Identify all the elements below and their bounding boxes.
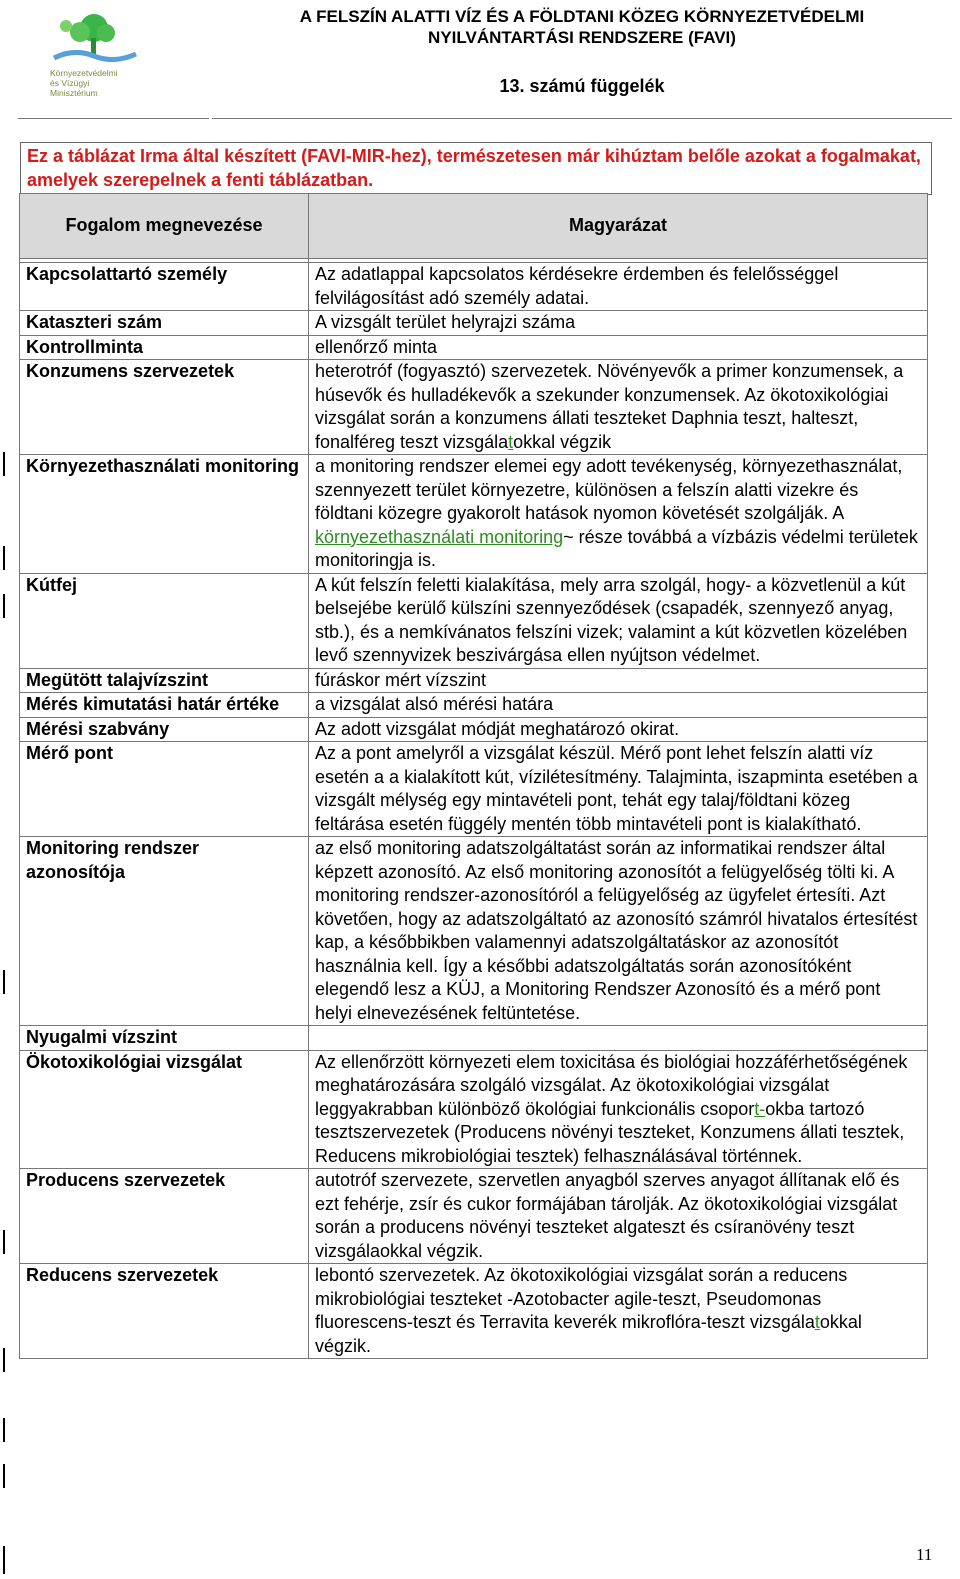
term-cell: Nyugalmi vízszint — [20, 1026, 309, 1051]
term-cell: Kataszteri szám — [20, 311, 309, 336]
term-cell: Mérő pont — [20, 742, 309, 837]
table-row — [20, 1026, 928, 1051]
change-bar — [3, 1230, 5, 1254]
table-row — [20, 717, 928, 742]
explanation-cell — [309, 455, 928, 574]
explanation-cell — [309, 1026, 928, 1051]
logo-caption-line: és Vízügyi — [50, 78, 90, 88]
column-header-term: Fogalom megnevezése — [20, 194, 309, 259]
explanation-cell: Az adott vizsgálat módját meghatározó okirat. — [309, 717, 928, 742]
term-cell: Mérési szabvány — [20, 717, 309, 742]
term-cell: Producens szervezetek — [20, 1169, 309, 1264]
explanation-cell: fúráskor mért vízszint — [309, 668, 928, 693]
logo-caption-line: Minisztérium — [50, 88, 98, 98]
term-cell: Monitoring rendszer azonosítója — [20, 837, 309, 1026]
table-row — [20, 742, 928, 837]
logo-caption-line: Környezetvédelmi — [50, 68, 118, 78]
header-divider — [18, 118, 952, 119]
glossary-table — [19, 193, 928, 1359]
explanation-text: ~ része továbbá a vízbázis védelmi területek monitoringja is. — [315, 526, 918, 570]
monitoring-link[interactable]: környezethasználati monitoring — [315, 526, 564, 547]
document-title-line: NYILVÁNTARTÁSI RENDSZERE (FAVI) — [428, 28, 736, 47]
explanation-cell: az első monitoring adatszolgáltatást során az informatikai rendszer által képzett azonosító. Az első monitoring azonosítót a felügyelőség tölti ki. A monitoring rendszer-azonosítóról a felügyelőség az ügyfelet értesíti. Azt követően, hogy az adatszolgáltató az azonosító számról hivatalos értesítést kap, a későbbikben valamennyi adatszolgáltatáskor az azonosítót használnia kell. Így a későbbi adatszolgáltatás során azonosítóként elegendő lesz a KÜJ, a Monitoring Rendszer Azonosító és a mérő pont helyi elnevezésének feltüntetése. — [309, 837, 928, 1026]
change-bar — [3, 970, 5, 994]
explanation-text: lebontó szervezetek. Az ökotoxikológiai vizsgálat során a reducens mikrobiológiai teszteket -Azotobacter agile-teszt, Pseudomonas fluorescens-teszt és Terravita keverék mikroflóra-teszt vizsgála — [315, 1265, 848, 1332]
explanation-cell — [309, 1050, 928, 1169]
tracked-change: t- — [754, 1098, 766, 1119]
table-row — [20, 335, 928, 360]
explanation-cell: Az a pont amelyről a vizsgálat készül. Mérő pont lehet felszín alatti víz esetén a a kialakított kút, vízilétesítmény. Talajminta, iszapminta esetében a vizsgált mélység egy mintavételi pont, tehát egy talaj/földtani közeg feltárása esetén függély mentén több mintavételi pont is kialakítható. — [309, 742, 928, 837]
change-bar — [3, 452, 5, 476]
table-row — [20, 668, 928, 693]
explanation-text: heterotróf (fogyasztó) szervezetek. Növényevők a primer konzumensek, a húsevők és hulladékevők a szekunder konzumensek. Az ökotoxikológiai vizsgálat során a konzumens állati teszteket Daphnia teszt, halteszt, fonalféreg teszt vizsgála — [315, 361, 904, 452]
change-bar — [3, 594, 5, 618]
tree-logo-icon — [44, 6, 144, 70]
logo-caption — [50, 68, 150, 98]
explanation-cell: A kút felszín feletti kialakítása, mely arra szolgál, hogy- a közvetlenül a kút belsejébe kerülő külszíni szennyeződések (csapadék, szennyező anyag, stb.), és a nemkívánatos felszíni vizek; valamint a kút közvetlen közelében levő szennyvizek beszivárgása ellen nyújtson védelmet. — [309, 573, 928, 668]
table-row — [20, 1050, 928, 1169]
term-cell: Kontrollminta — [20, 335, 309, 360]
table-row — [20, 1264, 928, 1359]
term-cell: Kútfej — [20, 573, 309, 668]
explanation-cell: a vizsgálat alsó mérési határa — [309, 693, 928, 718]
explanation-text: Az ellenőrzött környezeti elem toxicitása és biológiai hozzáférhetőségének meghatározására szolgáló vizsgálat. Az ökotoxikológiai vizsgálat leggyakrabban különböző ökológiai funkcionális csopor — [315, 1051, 908, 1119]
explanation-cell: A vizsgált terület helyrajzi száma — [309, 311, 928, 336]
explanation-cell: autotróf szervezete, szervetlen anyagból szerves anyagot állítanak elő és ezt fehérje, zsír és cukor formájában tárolják. Az ökotoxikológiai vizsgálat során a producens növényi teszteket algateszt és csíranövény teszt vizsgálaokkal végzik. — [309, 1169, 928, 1264]
term-cell: Kapcsolattartó személy — [20, 263, 309, 311]
table-row — [20, 455, 928, 574]
page-number: 11 — [916, 1545, 933, 1564]
table-row — [20, 360, 928, 455]
term-cell: Reducens szervezetek — [20, 1264, 309, 1359]
term-cell: Konzumens szervezetek — [20, 360, 309, 455]
tracked-change: t — [814, 1312, 820, 1332]
term-cell: Megütött talajvízszint — [20, 668, 309, 693]
table-row — [20, 693, 928, 718]
change-bar — [3, 1464, 5, 1488]
table-row — [20, 311, 928, 336]
change-bar — [3, 1546, 5, 1574]
change-bar — [3, 546, 5, 570]
explanation-cell — [309, 1264, 928, 1359]
explanation-text: a monitoring rendszer elemei egy adott tevékenység, környezethasználat, szennyezett terület környezetre, különösen a felszín alatti vizekre és földtani közegre gyakorolt hatások nyomon követését szolgálják. A — [315, 456, 903, 523]
explanation-cell — [309, 360, 928, 455]
explanation-text: okba tartozó tesztszervezetek (Producens növényi teszteket, Konzumens állati tesztek, Reducens mikrobiológiai tesztek) felhasználásával történnek. — [315, 1098, 905, 1166]
table-row — [20, 837, 928, 1026]
term-cell: Ökotoxikológiai vizsgálat — [20, 1050, 309, 1169]
term-cell: Mérés kimutatási határ értéke — [20, 693, 309, 718]
change-bar — [3, 1348, 5, 1372]
table-row — [20, 573, 928, 668]
tracked-change: t — [508, 431, 514, 452]
column-header-explanation: Magyarázat — [309, 194, 928, 259]
document-title-line: A FELSZÍN ALATTI VÍZ ÉS A FÖLDTANI KÖZEG KÖRNYEZETVÉDELMI — [299, 7, 865, 26]
explanation-text: okkal végzik. — [315, 1312, 862, 1356]
table-row — [20, 1169, 928, 1264]
term-cell: Környezethasználati monitoring — [20, 455, 309, 574]
document-title — [270, 6, 894, 48]
table-header-row — [20, 194, 928, 259]
appendix-label: 13. számú függelék — [499, 76, 665, 96]
explanation-text: okkal végzik — [513, 431, 612, 452]
header-divider-gap — [209, 115, 212, 121]
editor-note: Ez a táblázat Irma által készített (FAVI-MIR-hez), természetesen már kihúztam belőle azokat a fogalmakat, amelyek szerepelnek a fenti táblázatban. — [20, 142, 932, 195]
change-bar — [3, 1418, 5, 1442]
table-row — [20, 263, 928, 311]
explanation-cell: ellenőrző minta — [309, 335, 928, 360]
explanation-cell: Az adatlappal kapcsolatos kérdésekre érdemben és felelősséggel felvilágosítást adó személy adatai. — [309, 263, 928, 311]
